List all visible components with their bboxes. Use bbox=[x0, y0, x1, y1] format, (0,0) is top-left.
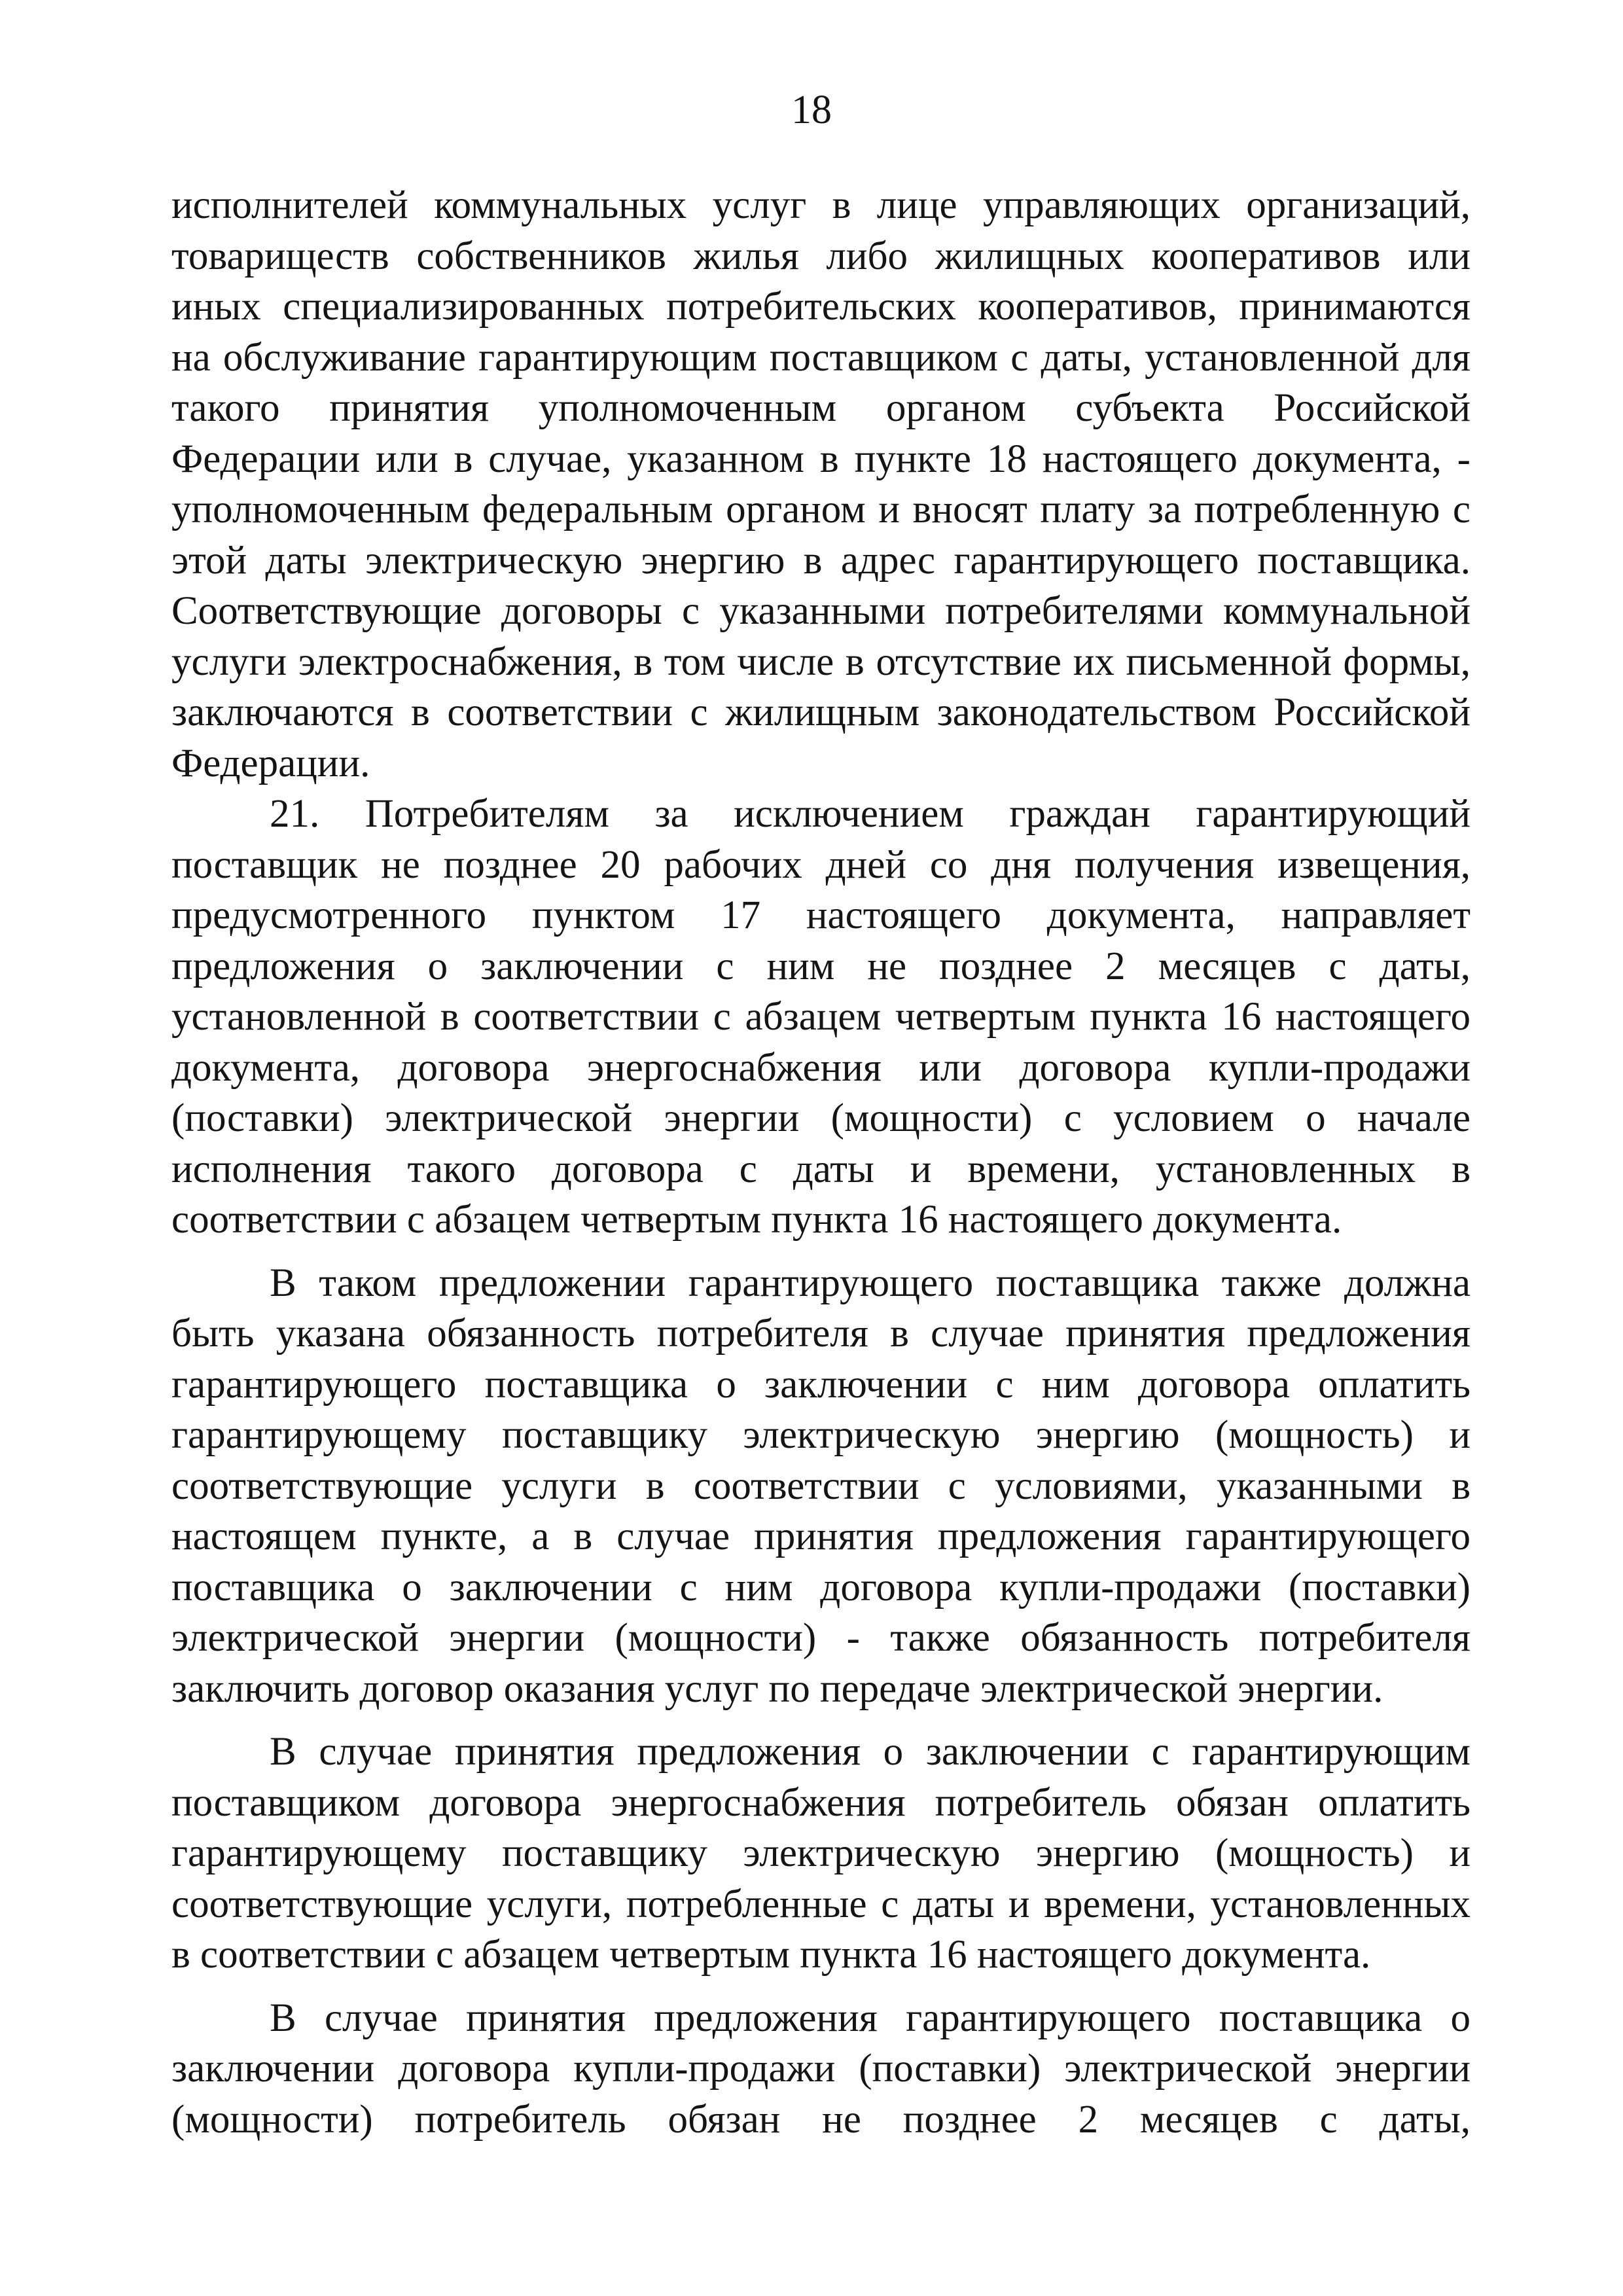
text-line: поставщиком договора энергоснабжения потребитель обязан оплатить bbox=[171, 1780, 1471, 1825]
text-line: соответствующие услуги, потребленные с даты и времени, установленных bbox=[171, 1882, 1471, 1926]
text-line: В случае принятия предложения гарантирующего поставщика о bbox=[270, 1996, 1471, 2040]
text-line: заключаются в соответствии с жилищным законодательством Российской bbox=[171, 691, 1471, 734]
paragraph-continuation bbox=[171, 180, 1471, 789]
page-number: 18 bbox=[791, 88, 832, 132]
text-line: поставщик не позднее 20 рабочих дней со дня получения извещения, bbox=[171, 842, 1471, 887]
text-line: такого принятия уполномоченным органом субъекта Российской bbox=[171, 386, 1471, 430]
text-line: гарантирующему поставщику электрическую энергию (мощность) и bbox=[171, 1413, 1471, 1457]
text-line: соответствии с абзацем четвертым пункта 16 настоящего документа. bbox=[171, 1198, 1342, 1242]
text-line: электрической энергии (мощности) - также обязанность потребителя bbox=[171, 1616, 1471, 1660]
paragraph bbox=[171, 1727, 1471, 1981]
text-line: соответствующие услуги в соответствии с условиями, указанными в bbox=[171, 1463, 1471, 1508]
text-line: в соответствии с абзацем четвертым пункта 16 настоящего документа. bbox=[171, 1933, 1371, 1977]
text-line: гарантирующему поставщику электрическую энергию (мощность) и bbox=[171, 1831, 1471, 1875]
text-line: товариществ собственников жилья либо жилищных кооперативов или bbox=[171, 234, 1471, 278]
text-line: установленной в соответствии с абзацем четвертым пункта 16 настоящего bbox=[171, 995, 1471, 1039]
text-line: настоящем пункте, а в случае принятия предложения гарантирующего bbox=[171, 1515, 1471, 1558]
text-line: Федерации или в случае, указанном в пункте 18 настоящего документа, - bbox=[171, 437, 1471, 481]
text-line: (поставки) электрической энергии (мощности) с условием о начале bbox=[171, 1096, 1471, 1140]
text-line: поставщика о заключении с ним договора купли-продажи (поставки) bbox=[171, 1565, 1471, 1609]
text-line: В случае принятия предложения о заключении с гарантирующим bbox=[270, 1730, 1471, 1774]
text-line: предусмотренного пунктом 17 настоящего документа, направляет bbox=[171, 893, 1471, 937]
text-line: Федерации. bbox=[171, 741, 370, 785]
text-line: услуги электроснабжения, в том числе в отсутствие их письменной формы, bbox=[171, 639, 1471, 684]
text-line: 21. Потребителям за исключением граждан гарантирующий bbox=[270, 792, 1471, 836]
text-line: Соответствующие договоры с указанными потребителями коммунальной bbox=[171, 589, 1471, 633]
text-line: иных специализированных потребительских кооперативов, принимаются bbox=[171, 285, 1471, 329]
text-line: на обслуживание гарантирующим поставщиком с даты, установленной для bbox=[171, 335, 1471, 380]
text-line: заключении договора купли-продажи (поставки) электрической энергии bbox=[171, 2047, 1471, 2090]
text-line: исполнителей коммунальных услуг в лице управляющих организаций, bbox=[171, 183, 1471, 227]
text-line: быть указана обязанность потребителя в случае принятия предложения bbox=[171, 1312, 1471, 1355]
text-line: этой даты электрическую энергию в адрес гарантирующего поставщика. bbox=[171, 538, 1471, 583]
text-line: гарантирующего поставщика о заключении с ним договора оплатить bbox=[171, 1362, 1471, 1407]
text-line: документа, договора энергоснабжения или договора купли-продажи bbox=[171, 1045, 1471, 1090]
text-line: уполномоченным федеральным органом и вносят плату за потребленную с bbox=[171, 488, 1471, 531]
text-line: В таком предложении гарантирующего поставщика также должна bbox=[270, 1261, 1471, 1305]
text-line: заключить договор оказания услуг по передаче электрической энергии. bbox=[171, 1666, 1383, 1711]
text-line: предложения о заключении с ним не позднее 2 месяцев с даты, bbox=[171, 944, 1471, 988]
paragraph bbox=[171, 1993, 1471, 2145]
paragraph-item-21 bbox=[171, 789, 1471, 1246]
paragraph bbox=[171, 1258, 1471, 1715]
text-line: исполнения такого договора с даты и времени, установленных в bbox=[171, 1147, 1471, 1191]
text-line: (мощности) потребитель обязан не позднее 2 месяцев с даты, bbox=[171, 2097, 1471, 2142]
document-body bbox=[171, 180, 1471, 2145]
